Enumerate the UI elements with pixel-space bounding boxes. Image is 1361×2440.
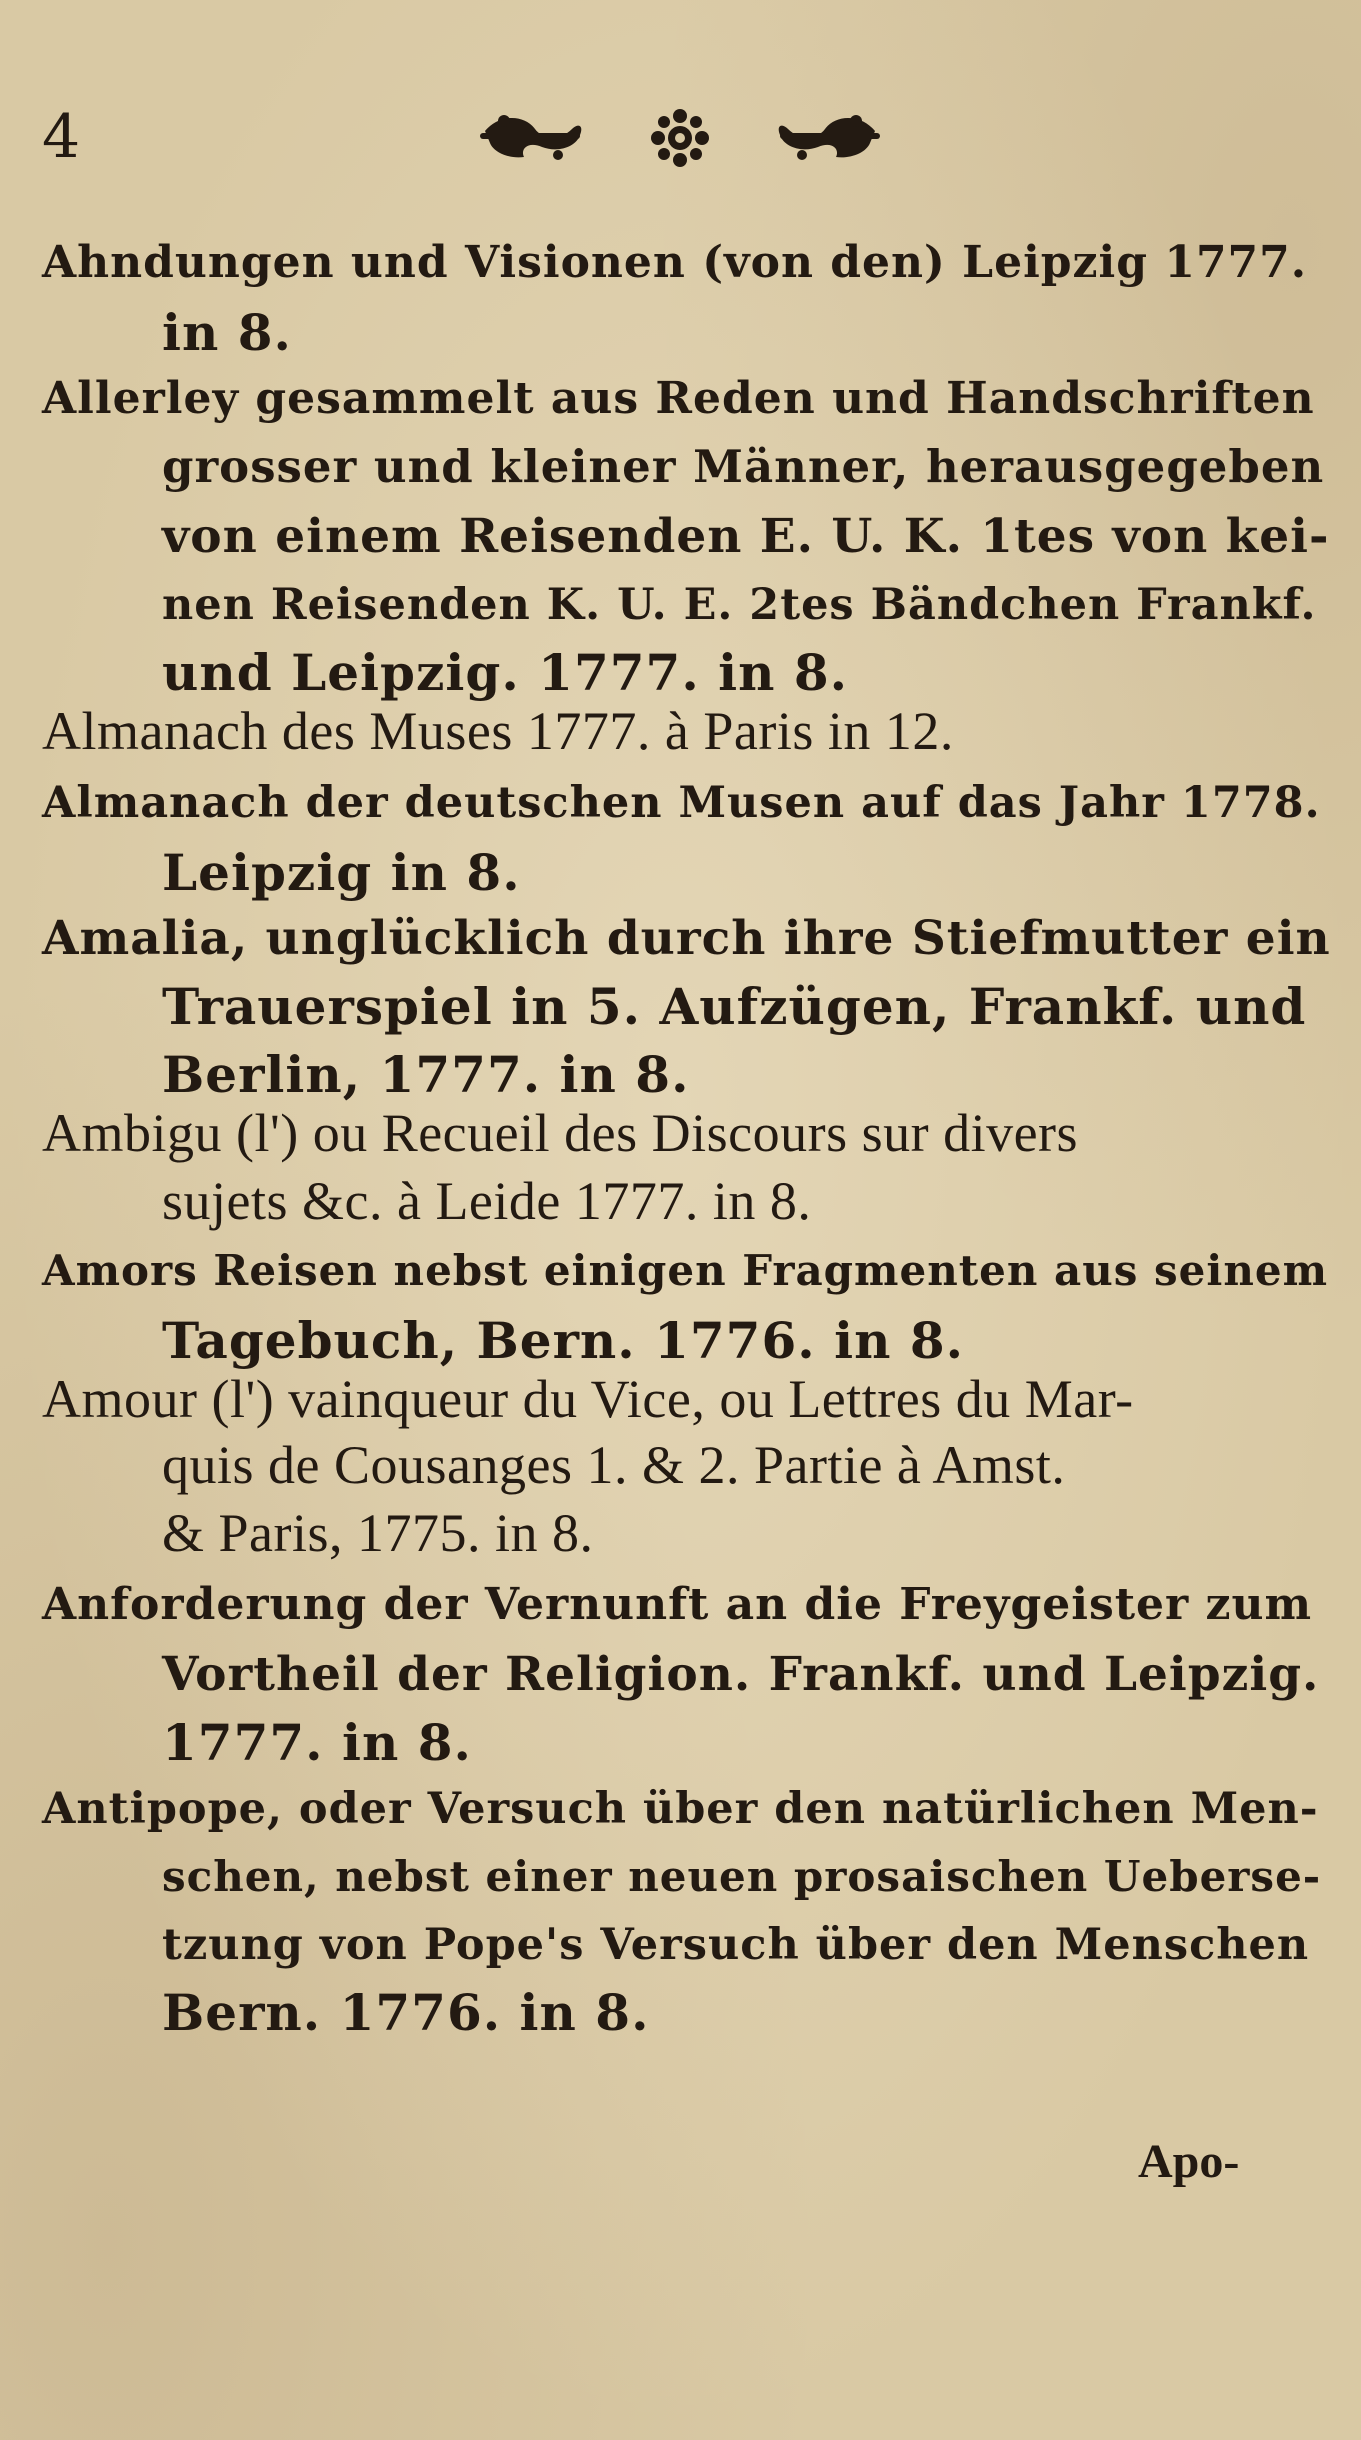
entry-line: tzung von Pope's Versuch über den Menschen xyxy=(162,1920,1310,1970)
entry-line: schen, nebst einer neuen prosaischen Ueberse- xyxy=(162,1852,1322,1901)
ornament-rule xyxy=(480,103,880,173)
entry-line: und Leipzig. 1777. in 8. xyxy=(162,643,849,702)
entry-line: grosser und kleiner Männer, herausgegeben xyxy=(162,440,1325,493)
entry-line: Amors Reisen nebst einigen Fragmenten aus seinem xyxy=(42,1246,1329,1295)
entry-line: sujets &c. à Leide 1777. in 8. xyxy=(162,1171,812,1231)
entry-line: quis de Cousanges 1. & 2. Partie à Amst. xyxy=(162,1435,1066,1495)
entry-line: Allerley gesammelt aus Reden und Handschriften xyxy=(42,373,1315,424)
entry-line: Amalia, unglücklich durch ihre Stiefmutter ein xyxy=(42,911,1331,966)
entry-line: Ambigu (l') ou Recueil des Discours sur divers xyxy=(42,1103,1079,1163)
entry-line: 1777. in 8. xyxy=(162,1713,472,1772)
entry-line: Amour (l') vainqueur du Vice, ou Lettres du Mar- xyxy=(42,1369,1134,1429)
entry-line: in 8. xyxy=(162,303,292,362)
entry-line: Vortheil der Religion. Frankf. und Leipzig. xyxy=(162,1647,1320,1702)
entry-line: Leipzig in 8. xyxy=(162,843,521,902)
entry-line: & Paris, 1775. in 8. xyxy=(162,1503,594,1563)
catchword: Apo- xyxy=(1138,2135,1240,2188)
entry-line: Berlin, 1777. in 8. xyxy=(162,1045,690,1104)
entry-line: Tagebuch, Bern. 1776. in 8. xyxy=(162,1311,965,1370)
entry-line: Almanach des Muses 1777. à Paris in 12. xyxy=(42,701,954,761)
entry-line: Anforderung der Vernunft an die Freygeister zum xyxy=(42,1579,1313,1630)
entry-line: Trauerspiel in 5. Aufzügen, Frankf. und xyxy=(162,977,1307,1036)
entry-line: von einem Reisenden E. U. K. 1tes von kei- xyxy=(162,509,1330,564)
entry-line: Almanach der deutschen Musen auf das Jahr 1778. xyxy=(42,778,1321,828)
entry-line: Bern. 1776. in 8. xyxy=(162,1983,650,2042)
ornament-icon xyxy=(480,103,880,173)
running-head xyxy=(0,95,1361,175)
entry-line: Antipope, oder Versuch über den natürlichen Men- xyxy=(42,1784,1319,1834)
page-number: 4 xyxy=(42,102,81,172)
entry-line: nen Reisenden K. U. E. 2tes Bändchen Frankf. xyxy=(162,580,1317,630)
entry-line: Ahndungen und Visionen (von den) Leipzig 1777. xyxy=(42,237,1308,288)
